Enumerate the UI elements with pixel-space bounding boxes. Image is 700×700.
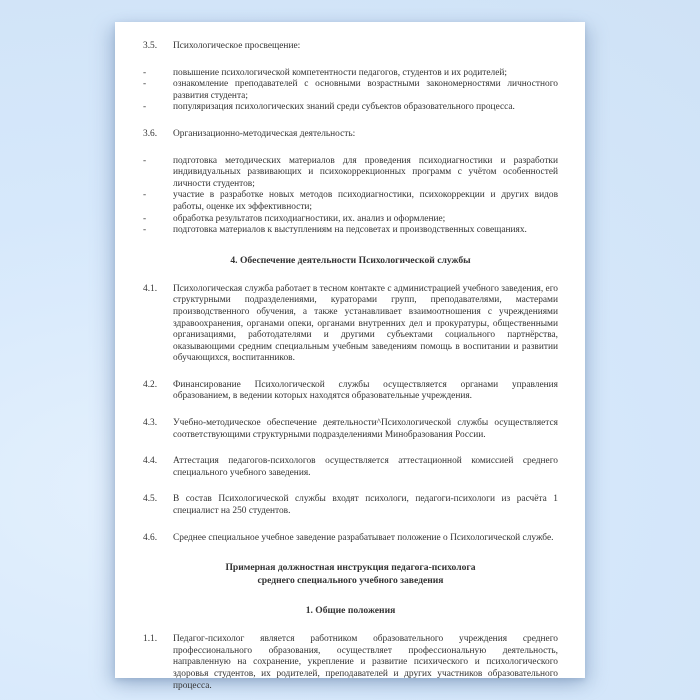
clause-number: 4.3. [143,418,158,429]
bullet-dash: - [143,102,147,113]
bullet-text: подготовка методических материалов для проведения психодиагностики и разработки индивидуальных развивающих и психокоррекционных программ с учётом особенностей личности студентов; [173,155,558,189]
bullet-text: подготовка материалов к выступлениям на педсоветах и производственных совещаниях. [173,225,527,236]
bullet-item [143,79,558,102]
clause-3-5 [143,41,558,53]
bullet-list-3-6 [143,156,558,237]
bullet-dash: - [143,190,147,201]
clause-text: Учебно-методическое обеспечение деятельности^Психологической службы осуществляется соответствующими структурными подразделениями Минобразования России. [173,418,558,440]
clause-number: 4.4. [143,456,158,467]
clause-4-6 [143,533,558,545]
section-heading-1: 1. Общие положения [305,605,396,617]
bullet-item [143,190,558,213]
section-heading-4: 4. Обеспечение деятельности Психологической службы [230,254,471,266]
clause-3-6 [143,129,558,141]
clause-text: Среднее специальное учебное заведение разрабатывает положение о Психологической службе. [173,532,554,543]
clause-number: 4.6. [143,532,158,543]
document-page [115,22,585,691]
clause-text: Финансирование Психологической службы осуществляется органами управления образованием, в ведении которых находятся образовательные учреждения. [173,379,558,402]
clause-4-1 [143,284,558,365]
bullet-dash: - [143,225,147,236]
clause-1-1 [143,634,558,692]
clause-number: 1.1. [143,634,158,645]
instruction-heading-line1: Примерная должностная инструкция педагога-психолога [225,562,476,574]
clause-text: Психологическое просвещение: [173,41,301,51]
instruction-heading-line2: среднего специального учебного заведения [257,575,444,587]
clause-number: 3.5. [143,41,158,51]
bullet-dash: - [143,155,147,166]
bullet-text: популяризация психологических знаний среди субъектов образовательного процесса. [173,102,515,113]
bullet-item [143,214,558,226]
bullet-text: повышение психологической компетентности педагогов, студентов и их родителей; [173,67,508,78]
clause-text: В состав Психологической службы входят психологи, педагоги-психологи из расчёта 1 специалист на 250 студентов. [173,494,558,517]
clause-text: Психологическая служба работает в тесном контакте с администрацией учебного заведения, его структурными подразделениями, кураторами групп, преподавателями, мастерами производственного обучения, а также устанавливает взаимоотношения с учреждениями здравоохранения, органами опеки, органами внутренних дел и прокуратуры, общественными организациями, работодателями и другими субъектами социального партнёрства, оказывающими средним специальным учебным заведениям помощь в воспитании и развитии обучающихся, воспитанников. [173,283,558,364]
clause-number: 4.2. [143,379,158,390]
bullet-item [143,68,558,80]
instruction-heading [143,561,558,587]
bullet-dash: - [143,213,147,224]
bullet-item [143,102,558,114]
clause-number: 4.5. [143,494,158,505]
clause-text: Организационно-методическая деятельность: [173,128,356,139]
bullet-item [143,225,558,237]
bullet-text: обработка результатов психодиагностики, их. анализ и оформление; [173,213,446,224]
clause-text: Педагог-психолог является работником образовательного учреждения среднего профессионального образования, осуществляет профессиональную деятельность, направленную на сохранение, укрепление и развитие психического и психологического здоровья студентов, их родителей, преподавателей и других участников образовательного процесса. [173,634,558,691]
bullet-item [143,156,558,191]
bullet-dash: - [143,67,147,78]
clause-number: 4.1. [143,283,158,294]
clause-4-5 [143,494,558,517]
clause-4-3 [143,418,558,441]
clause-4-4 [143,456,558,479]
bullet-text: участие в разработке новых методов психодиагностики, психокоррекции и других видов работы, оценке их эффективности; [173,190,558,212]
clause-number: 3.6. [143,128,158,139]
clause-4-2 [143,380,558,403]
clause-text: Аттестация педагогов-психологов осуществляется аттестационной комиссией среднего специального учебного заведения. [173,456,558,478]
bullet-text: ознакомление преподавателей с основными возрастными закономерностями личностного развития студента; [173,79,558,101]
bullet-list-3-5 [143,68,558,114]
bullet-dash: - [143,79,147,90]
